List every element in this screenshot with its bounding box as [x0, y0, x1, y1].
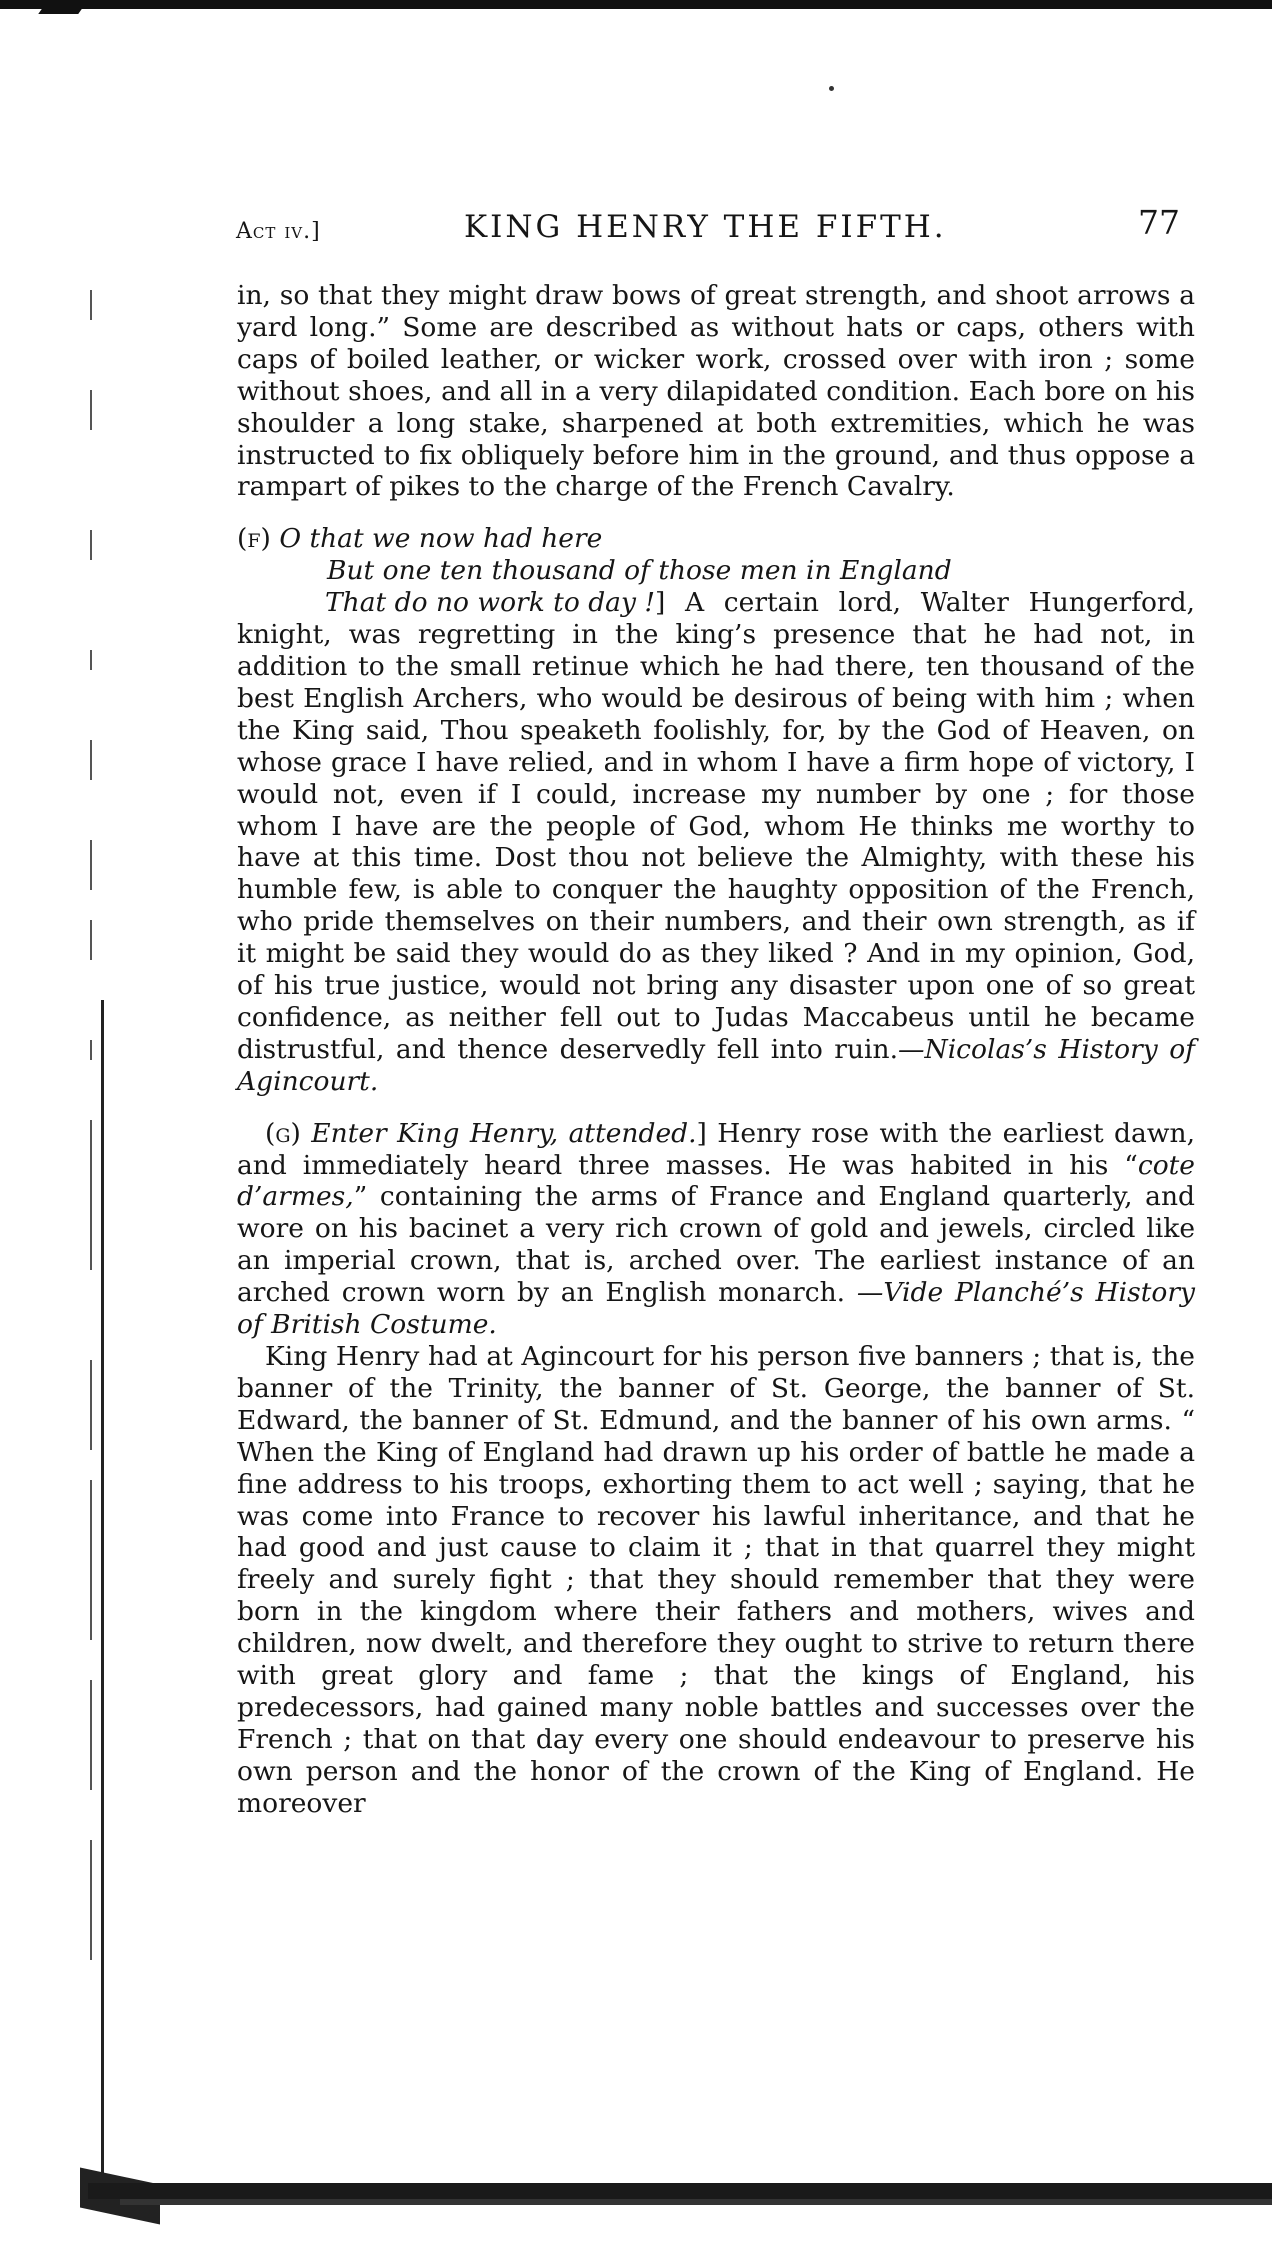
ink-speck	[829, 86, 834, 91]
paragraph-archers: in, so that they might draw bows of great strength, and shoot arrows a yard long.” Some are described as without hats or caps, others with caps of boiled leather, or wicker work, crossed over with iron ; some without shoes, and all in a very dilapidated condition. Each bore on his shoulder a long stake, sharpened at both extremities, which he was instructed to fix obliquely before him in the ground, and thus oppose a rampart of pikes to the charge of the French Cavalry.	[237, 280, 1195, 503]
running-title: KING HENRY THE FIFTH.	[464, 209, 947, 245]
gutter-binding-marks	[86, 280, 98, 2180]
note-g-cote: cote d’armes,	[237, 1149, 1195, 1213]
paragraph-banners: King Henry had at Agincourt for his person five banners ; that is, the banner of the Trinity, the banner of St. George, the banner of St. Edward, the banner of St. Edmund, and the banner of his own arms. “ When the King of England had drawn up his order of battle he made a fine address to his troops, exhorting them to act well ; saying, that he was come into France to recover his lawful inheritance, and that he had good and just cause to claim it ; that in that quarrel they might freely and surely fight ; that they should remember that they were born in the kingdom where their fathers and mothers, wives and children, now dwelt, and therefore they ought to strive to return there with great glory and fame ; that the kings of England, his predecessors, had gained many noble battles and successes over the French ; that on that day every one should endeavour to preserve his own person and the honor of the crown of the King of England. He moreover	[237, 1341, 1195, 1819]
gutter-binding-line	[101, 1000, 104, 2175]
act-label: Act iv.]	[236, 219, 321, 244]
bottom-edge-band	[88, 2183, 1272, 2199]
note-g-source: —Vide Planché’s History of British Costume.	[237, 1277, 1195, 1341]
page-body	[237, 280, 1195, 1820]
note-f-verse-2: But one ten thousand of those men in England	[327, 555, 952, 587]
note-g-cue: Enter King Henry, attended.	[311, 1117, 697, 1149]
top-edge-rule	[0, 0, 1272, 9]
note-g-text-1: ] Henry rose with the earliest dawn, and immediately heard three masses. He was habited in his “	[237, 1117, 1195, 1181]
note-f-marker: (f)	[237, 523, 271, 555]
note-f-text: ] A certain lord, Walter Hungerford, knight, was regretting in the king’s presence that he had not, in addition to the small retinue which he had there, ten thousand of the best English Archers, who would be desirous of being with him ; when the King said, Thou speaketh foolishly, for, by the God of Heaven, on whose grace I have relied, and in whom I have a firm hope of victory, I would not, even if I could, increase my number by one ; for those whom I have are the people of God, whom He thinks me worthy to have at this time. Dost thou not believe the Almighty, with these his humble few, is able to conquer the haughty opposition of the French, who pride themselves on their numbers, and their own strength, as if it might be said they would do as they liked ? And in my opinion, God, of his true justice, would not bring any disaster upon one of so great confidence, as neither fell out to Judas Maccabeus until he became distrustful, and thence deservedly fell into ruin.	[237, 587, 1195, 1065]
note-f-source: —Nicolas’s History of Agincourt.	[237, 1033, 1195, 1097]
page-number: 77	[1138, 203, 1180, 242]
note-g-text-2: ” containing the arms of France and England quarterly, and wore on his bacinet a very rich crown of gold and jewels, circled like an imperial crown, that is, arched over. The earliest instance of an arched crown worn by an English monarch.	[237, 1181, 1195, 1309]
top-edge-notch	[38, 9, 82, 14]
note-g-marker: (g)	[265, 1117, 301, 1149]
bottom-edge-shadow	[120, 2199, 1272, 2205]
note-g-paragraph	[237, 1118, 1195, 1341]
note-f-verse-1: O that we now had here	[279, 523, 603, 555]
note-f-paragraph	[237, 587, 1195, 1098]
note-f-verse-3: That do no work to day !	[325, 587, 656, 619]
running-header	[236, 203, 1194, 255]
note-f-verse-line-1	[237, 523, 1195, 555]
